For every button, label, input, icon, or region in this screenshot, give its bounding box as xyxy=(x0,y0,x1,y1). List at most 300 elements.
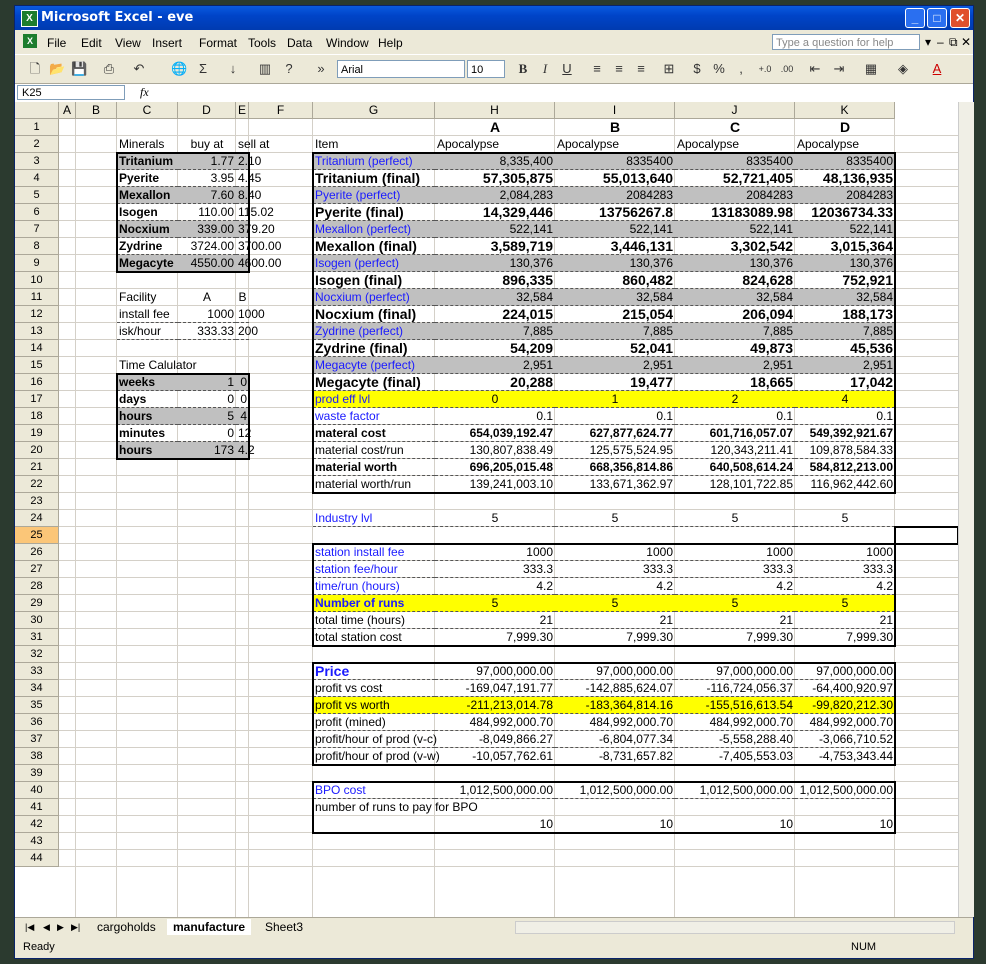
station-label[interactable]: Number of runs xyxy=(313,595,435,612)
row-value[interactable]: 130,376 xyxy=(795,255,895,272)
station-value[interactable]: 7,999.30 xyxy=(675,629,795,646)
row-value[interactable]: 52,721,405 xyxy=(675,170,795,187)
station-value[interactable]: 21 xyxy=(675,612,795,629)
row-label[interactable]: Zydrine (final) xyxy=(313,340,435,357)
row-value[interactable]: 57,305,875 xyxy=(435,170,555,187)
tab-sheet3[interactable]: Sheet3 xyxy=(265,920,304,934)
row-value[interactable]: 549,392,921.67 xyxy=(795,425,895,442)
fill-color-icon[interactable]: ◈ xyxy=(898,61,908,76)
menu-edit[interactable]: Edit xyxy=(81,36,102,50)
row-value[interactable]: 2084283 xyxy=(675,187,795,204)
row-label[interactable]: material cost/run xyxy=(313,442,435,459)
percent-icon[interactable]: % xyxy=(713,61,725,76)
row-value[interactable]: 654,039,192.47 xyxy=(435,425,555,442)
row-header-22[interactable]: 22 xyxy=(15,476,59,493)
question-input[interactable]: Type a question for help xyxy=(772,34,920,50)
row-value[interactable]: 0.1 xyxy=(795,408,895,425)
row-label[interactable]: Megacyte (final) xyxy=(313,374,435,391)
spreadsheet-grid[interactable] xyxy=(15,102,958,917)
row-value[interactable]: 139,241,003.10 xyxy=(435,476,555,493)
station-value[interactable]: 21 xyxy=(435,612,555,629)
station-label[interactable]: station install fee xyxy=(313,544,435,561)
row-value[interactable]: 7,885 xyxy=(795,323,895,340)
facility-label[interactable]: install fee xyxy=(117,306,178,323)
row-header-16[interactable]: 16 xyxy=(15,374,59,391)
minerals-header-d[interactable]: sell at xyxy=(238,137,270,151)
row-label[interactable]: Mexallon (final) xyxy=(313,238,435,255)
row-value[interactable]: 54,209 xyxy=(435,340,555,357)
row-value[interactable]: 13756267.8 xyxy=(555,204,675,221)
bold-icon[interactable]: B xyxy=(518,61,528,76)
bpo-runs-value[interactable]: 10 xyxy=(779,817,793,831)
time-a[interactable]: 5 xyxy=(178,408,236,425)
bpo-value[interactable]: 1,012,500,000.00 xyxy=(675,782,795,799)
row-label[interactable]: prod eff lvl xyxy=(313,391,435,408)
station-value[interactable]: 5 xyxy=(435,595,555,612)
price-value[interactable]: 97,000,000.00 xyxy=(675,663,795,680)
new-icon[interactable]: 🗋 xyxy=(29,61,41,76)
row-value[interactable]: 215,054 xyxy=(555,306,675,323)
title-bar[interactable] xyxy=(15,6,973,30)
price-value[interactable]: 484,992,000.70 xyxy=(795,714,895,731)
mineral-sell[interactable]: 8.40 xyxy=(238,188,262,202)
overflow-icon[interactable]: » xyxy=(317,61,325,76)
row-value[interactable]: 133,671,362.97 xyxy=(555,476,675,493)
row-value[interactable]: 627,877,624.77 xyxy=(555,425,675,442)
tab-cargoholds[interactable]: cargoholds xyxy=(97,920,156,934)
time-a[interactable]: 0 xyxy=(178,391,236,408)
menu-file[interactable]: File xyxy=(47,36,67,50)
row-header-20[interactable]: 20 xyxy=(15,442,59,459)
industry-value[interactable]: 5 xyxy=(675,510,795,527)
row-value[interactable]: 206,094 xyxy=(675,306,795,323)
row-value[interactable]: 522,141 xyxy=(675,221,795,238)
menu-window[interactable]: Window xyxy=(326,36,369,50)
price-value[interactable]: 97,000,000.00 xyxy=(555,663,675,680)
row-value[interactable]: 13183089.98 xyxy=(675,204,795,221)
time-b[interactable]: 0 xyxy=(236,391,249,408)
facility-header[interactable]: Facility xyxy=(119,290,157,304)
help-icon[interactable]: ? xyxy=(285,61,293,76)
row-value[interactable]: 128,101,722.85 xyxy=(675,476,795,493)
row-header-41[interactable]: 41 xyxy=(15,799,59,816)
row-value[interactable]: 32,584 xyxy=(435,289,555,306)
row-value[interactable]: 130,807,838.49 xyxy=(435,442,555,459)
bpo-runs-value[interactable]: 10 xyxy=(659,817,673,831)
bpo-runs-label[interactable]: number of runs to pay for BPO xyxy=(315,800,478,814)
row-value[interactable]: 3,015,364 xyxy=(795,238,895,255)
row-value[interactable]: 20,288 xyxy=(435,374,555,391)
font-size-select[interactable]: 10 xyxy=(467,60,505,78)
row-header-9[interactable]: 9 xyxy=(15,255,59,272)
row-value[interactable]: 2,951 xyxy=(435,357,555,374)
station-value[interactable]: 7,999.30 xyxy=(555,629,675,646)
row-label[interactable]: Pyerite (perfect) xyxy=(313,187,435,204)
mineral-name[interactable]: Megacyte xyxy=(117,255,178,272)
row-value[interactable]: 2 xyxy=(675,391,795,408)
facility-b[interactable]: 200 xyxy=(238,324,259,338)
price-label[interactable]: Price xyxy=(313,663,435,680)
row-value[interactable]: 2,951 xyxy=(675,357,795,374)
minerals-header-b[interactable]: Minerals xyxy=(119,137,165,151)
currency-icon[interactable]: $ xyxy=(693,61,701,76)
station-value[interactable]: 5 xyxy=(675,595,795,612)
comma-icon[interactable]: , xyxy=(739,61,743,76)
row-value[interactable]: 32,584 xyxy=(795,289,895,306)
row-value[interactable]: 17,042 xyxy=(795,374,895,391)
station-value[interactable]: 4.2 xyxy=(555,578,675,595)
station-value[interactable]: 7,999.30 xyxy=(795,629,895,646)
column-header-b[interactable]: B xyxy=(76,102,117,119)
price-value[interactable]: -3,066,710.52 xyxy=(795,731,895,748)
price-value[interactable]: -5,558,288.40 xyxy=(675,731,795,748)
mineral-sell[interactable]: 4.45 xyxy=(238,171,262,185)
row-header-7[interactable]: 7 xyxy=(15,221,59,238)
sort-icon[interactable]: ↓ xyxy=(229,61,237,76)
row-label[interactable]: material worth/run xyxy=(313,476,435,493)
price-value[interactable]: -183,364,814.16 xyxy=(555,697,675,714)
row-value[interactable]: 8335400 xyxy=(555,153,675,170)
row-value[interactable]: 696,205,015.48 xyxy=(435,459,555,476)
blueprint-letter[interactable]: B xyxy=(609,119,621,135)
horizontal-scrollbar[interactable] xyxy=(515,921,955,934)
mineral-name[interactable]: Mexallon xyxy=(117,187,178,204)
menu-help[interactable]: Help xyxy=(378,36,403,50)
row-label[interactable]: waste factor xyxy=(313,408,435,425)
underline-icon[interactable]: U xyxy=(562,61,572,76)
row-value[interactable]: 522,141 xyxy=(555,221,675,238)
row-value[interactable]: 601,716,057.07 xyxy=(675,425,795,442)
column-header-f[interactable]: F xyxy=(249,102,313,119)
price-value[interactable]: -142,885,624.07 xyxy=(555,680,675,697)
increase-decimal-icon[interactable]: +.0 xyxy=(758,64,772,74)
price-value[interactable]: -169,047,191.77 xyxy=(435,680,555,697)
bpo-runs-value[interactable]: 10 xyxy=(879,817,893,831)
row-header-25[interactable]: 25 xyxy=(15,527,59,544)
price-value[interactable]: -10,057,762.61 xyxy=(435,748,555,765)
blueprint-letter[interactable]: A xyxy=(489,119,501,135)
row-value[interactable]: 4 xyxy=(795,391,895,408)
mineral-buy[interactable]: 3724.00 xyxy=(178,238,236,255)
row-value[interactable]: 224,015 xyxy=(435,306,555,323)
tab-prev-icon[interactable]: ◀ xyxy=(43,922,50,932)
station-value[interactable]: 21 xyxy=(795,612,895,629)
facility-header[interactable]: B xyxy=(238,290,247,304)
align-left-icon[interactable]: ≡ xyxy=(593,61,601,76)
facility-b[interactable]: 1000 xyxy=(238,307,265,321)
row-header-10[interactable]: 10 xyxy=(15,272,59,289)
mineral-sell[interactable]: 379.20 xyxy=(238,222,275,236)
mineral-name[interactable]: Nocxium xyxy=(117,221,178,238)
station-label[interactable]: total time (hours) xyxy=(313,612,435,629)
time-b[interactable]: 0 xyxy=(236,374,249,391)
row-header-28[interactable]: 28 xyxy=(15,578,59,595)
tab-first-icon[interactable]: |◀ xyxy=(25,922,35,932)
station-value[interactable]: 4.2 xyxy=(795,578,895,595)
industry-value[interactable]: 5 xyxy=(555,510,675,527)
italic-icon[interactable]: I xyxy=(542,61,548,76)
maximize-icon[interactable]: □ xyxy=(927,8,947,28)
align-center-icon[interactable]: ≡ xyxy=(615,61,623,76)
station-value[interactable]: 5 xyxy=(795,595,895,612)
mineral-sell[interactable]: 115.02 xyxy=(238,205,274,219)
price-value[interactable]: -155,516,613.54 xyxy=(675,697,795,714)
row-header-8[interactable]: 8 xyxy=(15,238,59,255)
item-header[interactable]: Item xyxy=(315,137,339,151)
row-header-30[interactable]: 30 xyxy=(15,612,59,629)
row-value[interactable]: 2,951 xyxy=(795,357,895,374)
price-value[interactable]: 484,992,000.70 xyxy=(675,714,795,731)
align-right-icon[interactable]: ≡ xyxy=(637,61,645,76)
row-value[interactable]: 8335400 xyxy=(675,153,795,170)
borders-icon[interactable]: ▦ xyxy=(864,61,878,76)
row-value[interactable]: 8335400 xyxy=(795,153,895,170)
row-value[interactable]: 0.1 xyxy=(675,408,795,425)
industry-value[interactable]: 5 xyxy=(435,510,555,527)
station-value[interactable]: 1000 xyxy=(675,544,795,561)
row-value[interactable]: 668,356,814.86 xyxy=(555,459,675,476)
price-value[interactable]: -8,731,657.82 xyxy=(555,748,675,765)
price-value[interactable]: 97,000,000.00 xyxy=(795,663,895,680)
station-value[interactable]: 4.2 xyxy=(435,578,555,595)
row-header-13[interactable]: 13 xyxy=(15,323,59,340)
facility-a[interactable]: 333.33 xyxy=(178,323,236,340)
price-value[interactable]: -64,400,920.97 xyxy=(795,680,895,697)
workbook-icon[interactable]: X xyxy=(23,34,37,48)
row-header-38[interactable]: 38 xyxy=(15,748,59,765)
name-box[interactable]: K25 xyxy=(17,85,125,100)
column-header-a[interactable]: A xyxy=(59,102,76,119)
row-label[interactable]: Tritanium (final) xyxy=(313,170,435,187)
row-value[interactable]: 752,921 xyxy=(795,272,895,289)
menu-format[interactable]: Format xyxy=(199,36,238,50)
row-value[interactable]: 7,885 xyxy=(435,323,555,340)
row-value[interactable]: 116,962,442.60 xyxy=(795,476,895,493)
row-value[interactable]: 130,376 xyxy=(435,255,555,272)
row-value[interactable]: 45,536 xyxy=(795,340,895,357)
price-label[interactable]: profit vs worth xyxy=(313,697,435,714)
doc-close-icon[interactable]: ✕ xyxy=(961,35,972,49)
mineral-name[interactable]: Isogen xyxy=(117,204,178,221)
column-header-h[interactable]: H xyxy=(435,102,555,119)
column-header-i[interactable]: I xyxy=(555,102,675,119)
row-header-34[interactable]: 34 xyxy=(15,680,59,697)
row-value[interactable]: 522,141 xyxy=(435,221,555,238)
facility-a[interactable]: 1000 xyxy=(178,306,236,323)
row-header-18[interactable]: 18 xyxy=(15,408,59,425)
excel-app-icon[interactable]: X xyxy=(21,10,38,27)
industry-label[interactable]: Industry lvl xyxy=(313,510,435,527)
row-value[interactable]: 32,584 xyxy=(675,289,795,306)
row-value[interactable]: 0.1 xyxy=(555,408,675,425)
column-header-k[interactable]: K xyxy=(795,102,895,119)
print-icon[interactable]: ⎙ xyxy=(103,61,115,76)
row-value[interactable]: 55,013,640 xyxy=(555,170,675,187)
row-header-11[interactable]: 11 xyxy=(15,289,59,306)
time-label[interactable]: hours xyxy=(117,408,178,425)
row-value[interactable]: 32,584 xyxy=(555,289,675,306)
column-header-j[interactable]: J xyxy=(675,102,795,119)
row-header-39[interactable]: 39 xyxy=(15,765,59,782)
row-header-1[interactable]: 1 xyxy=(15,119,59,136)
price-value[interactable]: 97,000,000.00 xyxy=(435,663,555,680)
station-value[interactable]: 21 xyxy=(555,612,675,629)
row-value[interactable]: 3,302,542 xyxy=(675,238,795,255)
row-label[interactable]: Isogen (perfect) xyxy=(313,255,435,272)
decrease-decimal-icon[interactable]: .00 xyxy=(780,64,794,74)
row-header-19[interactable]: 19 xyxy=(15,425,59,442)
dropdown-arrow-icon[interactable]: ▾ xyxy=(925,35,932,49)
row-label[interactable]: Megacyte (perfect) xyxy=(313,357,435,374)
row-value[interactable]: 584,812,213.00 xyxy=(795,459,895,476)
menu-insert[interactable]: Insert xyxy=(152,36,183,50)
doc-minimize-icon[interactable]: – xyxy=(937,35,944,49)
row-value[interactable]: 1 xyxy=(555,391,675,408)
mineral-buy[interactable]: 3.95 xyxy=(178,170,236,187)
row-value[interactable]: 18,665 xyxy=(675,374,795,391)
vertical-scrollbar[interactable] xyxy=(958,102,974,917)
undo-icon[interactable]: ↶ xyxy=(133,61,145,76)
chart-icon[interactable]: ▥ xyxy=(258,61,272,76)
row-value[interactable]: 0.1 xyxy=(435,408,555,425)
row-label[interactable]: Zydrine (perfect) xyxy=(313,323,435,340)
facility-label[interactable]: isk/hour xyxy=(117,323,178,340)
row-header-17[interactable]: 17 xyxy=(15,391,59,408)
time-b[interactable]: 4 xyxy=(236,408,249,425)
price-value[interactable]: -6,804,077.34 xyxy=(555,731,675,748)
row-value[interactable]: 125,575,524.95 xyxy=(555,442,675,459)
station-label[interactable]: total station cost xyxy=(313,629,435,646)
price-value[interactable]: 484,992,000.70 xyxy=(435,714,555,731)
row-label[interactable]: material worth xyxy=(313,459,435,476)
row-header-4[interactable]: 4 xyxy=(15,170,59,187)
row-header-42[interactable]: 42 xyxy=(15,816,59,833)
close-icon[interactable]: ✕ xyxy=(950,8,970,28)
mineral-sell[interactable]: 2.10 xyxy=(238,154,262,168)
bpo-value[interactable]: 1,012,500,000.00 xyxy=(795,782,895,799)
row-value[interactable]: 49,873 xyxy=(675,340,795,357)
outdent-icon[interactable]: ⇤ xyxy=(809,61,821,76)
price-label[interactable]: profit/hour of prod (v-c) xyxy=(315,732,438,746)
row-header-24[interactable]: 24 xyxy=(15,510,59,527)
row-header-43[interactable]: 43 xyxy=(15,833,59,850)
column-header-c[interactable]: C xyxy=(117,102,178,119)
row-label[interactable]: Nocxium (perfect) xyxy=(313,289,435,306)
row-value[interactable]: 120,343,211.41 xyxy=(675,442,795,459)
row-value[interactable]: 0 xyxy=(435,391,555,408)
autosum-icon[interactable]: Σ xyxy=(198,61,208,76)
station-value[interactable]: 1000 xyxy=(795,544,895,561)
mineral-buy[interactable]: 339.00 xyxy=(178,221,236,238)
row-value[interactable]: 8,335,400 xyxy=(435,153,555,170)
station-value[interactable]: 1000 xyxy=(435,544,555,561)
fx-icon[interactable]: fx xyxy=(140,85,149,99)
merge-icon[interactable]: ⊞ xyxy=(663,61,675,76)
row-label[interactable]: Pyerite (final) xyxy=(313,204,435,221)
station-value[interactable]: 5 xyxy=(555,595,675,612)
row-header-40[interactable]: 40 xyxy=(15,782,59,799)
row-value[interactable]: 12036734.33 xyxy=(795,204,895,221)
bpo-value[interactable]: 1,012,500,000.00 xyxy=(555,782,675,799)
row-value[interactable]: 7,885 xyxy=(555,323,675,340)
row-header-35[interactable]: 35 xyxy=(15,697,59,714)
column-header-g[interactable]: G xyxy=(313,102,435,119)
row-header-15[interactable]: 15 xyxy=(15,357,59,374)
row-value[interactable]: 824,628 xyxy=(675,272,795,289)
time-label[interactable]: weeks xyxy=(117,374,178,391)
mineral-buy[interactable]: 4550.00 xyxy=(178,255,236,272)
row-header-23[interactable]: 23 xyxy=(15,493,59,510)
menu-view[interactable]: View xyxy=(115,36,141,50)
station-value[interactable]: 7,999.30 xyxy=(435,629,555,646)
row-label[interactable]: Isogen (final) xyxy=(313,272,435,289)
open-icon[interactable]: 📂 xyxy=(49,61,66,76)
industry-value[interactable]: 5 xyxy=(795,510,895,527)
font-color-icon[interactable]: A xyxy=(932,61,942,76)
row-value[interactable]: 130,376 xyxy=(555,255,675,272)
ship-name[interactable]: Apocalypse xyxy=(437,137,500,151)
row-value[interactable]: 188,173 xyxy=(795,306,895,323)
row-value[interactable]: 896,335 xyxy=(435,272,555,289)
time-calc-title[interactable]: Time Calulator xyxy=(119,358,197,372)
mineral-name[interactable]: Zydrine xyxy=(117,238,178,255)
tab-next-icon[interactable]: ▶ xyxy=(57,922,64,932)
mineral-sell[interactable]: 4600.00 xyxy=(238,256,282,270)
row-header-36[interactable]: 36 xyxy=(15,714,59,731)
row-header-14[interactable]: 14 xyxy=(15,340,59,357)
price-value[interactable]: -7,405,553.03 xyxy=(675,748,795,765)
row-header-44[interactable]: 44 xyxy=(15,850,59,867)
row-value[interactable]: 19,477 xyxy=(555,374,675,391)
price-label[interactable]: profit/hour of prod (v-w) xyxy=(315,749,440,763)
price-value[interactable]: -4,753,343.44 xyxy=(795,748,895,765)
station-value[interactable]: 1000 xyxy=(555,544,675,561)
ship-name[interactable]: Apocalypse xyxy=(677,137,740,151)
time-b[interactable]: 4.2 xyxy=(238,443,255,457)
station-label[interactable]: station fee/hour xyxy=(313,561,435,578)
row-header-33[interactable]: 33 xyxy=(15,663,59,680)
ship-name[interactable]: Apocalypse xyxy=(557,137,620,151)
time-b[interactable]: 12 xyxy=(238,426,252,440)
facility-header[interactable]: A xyxy=(202,290,211,304)
bpo-runs-value[interactable]: 10 xyxy=(539,817,553,831)
row-header-29[interactable]: 29 xyxy=(15,595,59,612)
row-value[interactable]: 640,508,614.24 xyxy=(675,459,795,476)
price-value[interactable]: 484,992,000.70 xyxy=(555,714,675,731)
save-icon[interactable]: 💾 xyxy=(71,61,88,76)
row-label[interactable]: Nocxium (final) xyxy=(313,306,435,323)
row-header-6[interactable]: 6 xyxy=(15,204,59,221)
time-label[interactable]: minutes xyxy=(117,425,178,442)
station-value[interactable]: 333.3 xyxy=(435,561,555,578)
bpo-label[interactable]: BPO cost xyxy=(313,782,435,799)
column-header-d[interactable]: D xyxy=(178,102,236,119)
row-header-2[interactable]: 2 xyxy=(15,136,59,153)
price-value[interactable]: -116,724,056.37 xyxy=(675,680,795,697)
row-value[interactable]: 52,041 xyxy=(555,340,675,357)
row-value[interactable]: 860,482 xyxy=(555,272,675,289)
selected-cell-k25[interactable] xyxy=(894,526,959,545)
mineral-name[interactable]: Pyerite xyxy=(117,170,178,187)
row-header-27[interactable]: 27 xyxy=(15,561,59,578)
font-name-select[interactable]: Arial xyxy=(337,60,465,78)
station-value[interactable]: 333.3 xyxy=(555,561,675,578)
price-value[interactable]: -8,049,866.27 xyxy=(435,731,555,748)
station-value[interactable]: 4.2 xyxy=(675,578,795,595)
station-value[interactable]: 333.3 xyxy=(675,561,795,578)
menu-tools[interactable]: Tools xyxy=(248,36,277,50)
select-all-corner[interactable] xyxy=(15,102,59,119)
